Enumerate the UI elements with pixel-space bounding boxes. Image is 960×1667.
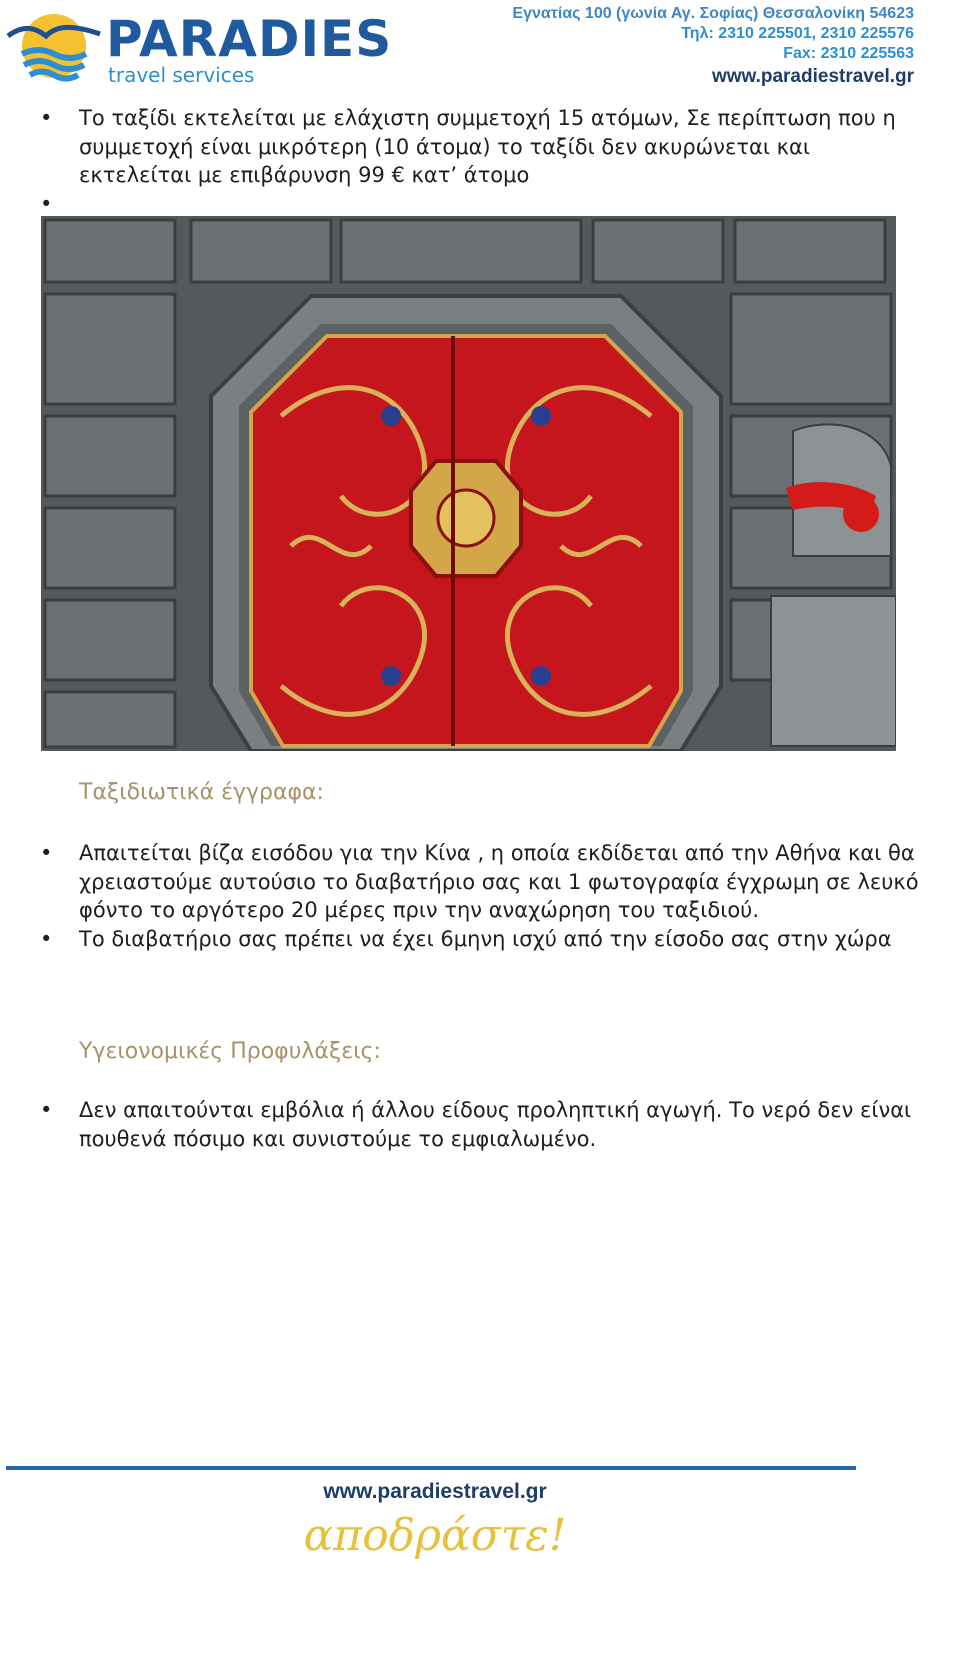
bullet-icon: • — [40, 1098, 53, 1122]
bullet-icon: • — [40, 841, 53, 865]
intro-section — [40, 104, 920, 220]
list-item — [40, 925, 920, 954]
health-heading: Υγειονομικές Προφυλάξεις: — [79, 1039, 381, 1064]
bullet-icon: • — [40, 191, 53, 216]
company-logo — [6, 10, 426, 90]
phone-text: Τηλ: 2310 225501, 2310 225576 — [681, 25, 914, 42]
footer-website-link[interactable]: www.paradiestravel.gr — [323, 1480, 547, 1503]
list-item-text: Το ταξίδι εκτελείται με ελάχιστη συμμετοχή 15 ατόμων, Σε περίπτωση που η συμμετοχή είναι μικρότερη (10 άτομα) το ταξίδι δεν ακυρώνεται και εκτελείται με επιβάρυνση 99 € κατ’ άτομο — [79, 106, 896, 187]
list-item — [40, 1096, 920, 1153]
travel-docs-heading: Ταξιδιωτικά έγγραφα: — [79, 780, 324, 805]
list-item — [40, 190, 920, 220]
chinese-door-photo — [41, 216, 896, 751]
contact-block — [512, 4, 914, 87]
health-list — [40, 1096, 920, 1153]
list-item-text: Απαιτείται βίζα εισόδου για την Κίνα , η οποία εκδίδεται από την Αθήνα και θα χρειαστούμε αυτούσιο το διαβατήριο σας και 1 φωτογραφία έγχρωμη σε λευκό φόντο το αργότερο 20 μέρες πριν την αναχώρηση του ταξιδιού. — [79, 841, 919, 922]
footer-slogan: αποδράστε! — [303, 1510, 567, 1561]
health-section — [40, 1096, 920, 1153]
footer-divider — [6, 1466, 856, 1470]
brand-name: PARADIES — [106, 10, 393, 68]
list-item — [40, 104, 920, 190]
travel-docs-list — [40, 839, 920, 953]
list-item — [40, 839, 920, 925]
website-link[interactable]: www.paradiestravel.gr — [711, 66, 914, 87]
bullet-icon: • — [40, 926, 53, 951]
list-item-text: Το διαβατήριο σας πρέπει να έχει 6μηνη ισχύ από την είσοδο σας στην χώρα — [79, 926, 892, 951]
fax-text: Fax: 2310 225563 — [783, 45, 914, 62]
bullet-icon: • — [40, 106, 53, 130]
intro-bullet-list — [40, 104, 920, 220]
brand-tagline: travel services — [108, 63, 255, 87]
door-illustration — [41, 216, 896, 751]
sun-waves-icon — [6, 10, 102, 86]
address-text: Εγνατίας 100 (γωνία Αγ. Σοφίας) Θεσσαλονίκη 54623 — [512, 5, 914, 22]
page-header — [0, 0, 960, 100]
list-item-text: Δεν απαιτούνται εμβόλια ή άλλου είδους προληπτική αγωγή. Το νερό δεν είναι πουθενά πόσιμο και συνιστούμε το εμφιαλωμένο. — [79, 1098, 912, 1151]
travel-docs-section — [40, 839, 920, 953]
